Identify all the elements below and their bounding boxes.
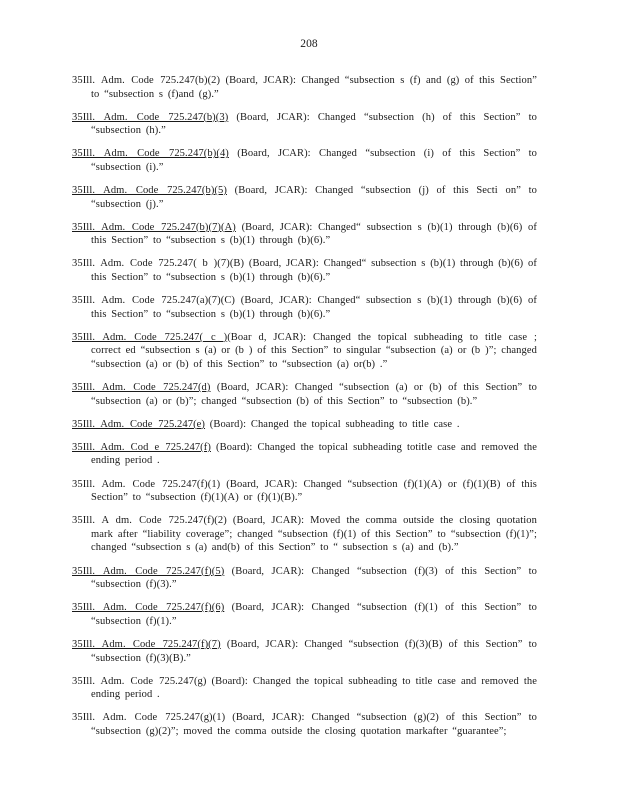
entry-citation: 35Ill. Adm. Code 725.247(a)(7)(C) — [72, 295, 236, 307]
entry-description: (Board): Changed the topical subheading to title case and removed the ending period . — [91, 675, 538, 701]
entry-description: (Board): Changed the topical subheading to title case . — [205, 418, 460, 430]
change-log-entry — [72, 638, 537, 665]
entry-citation: 35Ill. Adm. Code 725.247(b)(5) — [72, 185, 227, 197]
change-log-entry — [72, 184, 537, 211]
entry-description: (Board, JCAR): Changed “subsection (a) or (b) of this Section” to “subsection (a) or (b)”; changed “subsection (b) of this Section” to “subsection (b).” — [91, 382, 538, 407]
entry-citation: 35Ill. Adm. Code 725.247(f)(7) — [72, 638, 221, 650]
entry-description: (Board, JCAR): Changed “subsection (g)(2) of this Section” to “subsection (g)(2)”; moved the comma outside the closing quotation markafter “guarantee”; — [91, 712, 538, 737]
entry-description: (Board): Changed the topical subheading totitle case and removed the ending period . — [91, 441, 537, 467]
entry-description: (Board, JCAR): Changed “subsection (f)(3) of this Section” to “subsection (f)(3).” — [91, 565, 538, 591]
change-log-entry — [72, 381, 537, 408]
entry-citation: 35Ill. Adm. Code 725.247(g) — [72, 675, 207, 687]
change-log-entry — [72, 514, 537, 555]
entry-description: (Board, JCAR): Changed “subsection (f)(1)(A) or (f)(1)(B) of this Section” to “subsection (f)(1)(A) or (f)(1)(B).” — [91, 478, 537, 504]
entry-description: (Board, JCAR): Changed “subsection (h) of this Section” to “subsection (h).” — [91, 111, 537, 137]
change-log-entry — [72, 294, 537, 321]
entry-citation: 35Ill. Adm. Code 725.247(f)(6) — [72, 602, 225, 614]
entry-description: (Board, JCAR): Changed“ subsection s (b)(1) through (b)(6) of this Section” to “subsection s (b)(1) through (b)(6).” — [91, 258, 537, 284]
entry-citation: 35Ill. Adm. Cod e 725.247(f) — [72, 441, 211, 453]
entry-citation: 35Ill. Adm. Code 725.247(b)(4) — [72, 148, 229, 160]
entry-description: (Board, JCAR): Changed “subsection (f)(1) of this Section” to “subsection (f)(1).” — [91, 602, 538, 627]
entry-description: (Board, JCAR): Moved the comma outside the closing quotation mark after “liability coverage”; changed “subsection (f)(1) of this Section” to “subsection (f)(1)”; changed “subsection s (a) and(b) of this Section” to “ subsection s (a) and (b).” — [91, 515, 537, 554]
entry-citation: 35Ill. Adm. Code 725.247(b)(7)(A) — [72, 221, 236, 233]
change-log-entry — [72, 331, 537, 372]
change-log-list — [72, 74, 537, 748]
entry-citation: 35Ill. Adm. Code 725.247(b)(2) — [72, 75, 221, 86]
entry-description: (Board, JCAR): Changed“ subsection s (b)(1) through (b)(6) of this Section” to “subsection s (b)(1) through (b)(6).” — [91, 295, 538, 320]
change-log-entry — [72, 418, 537, 432]
entry-citation: 35Ill. Adm. Code 725.247(d) — [72, 382, 211, 394]
entry-citation: 35Ill. Adm. Code 725.247(f)(5) — [72, 565, 225, 577]
entry-citation: 35Ill. Adm. Code 725.247(f)(1) — [72, 478, 221, 490]
change-log-entry — [72, 74, 537, 101]
change-log-entry — [72, 601, 537, 628]
entry-description: (Board, JCAR): Changed “subsection (i) of this Section” to “subsection (i).” — [91, 148, 538, 173]
change-log-entry — [72, 565, 537, 592]
change-log-entry — [72, 675, 537, 702]
entry-citation: 35Ill. Adm. Code 725.247(b)(3) — [72, 111, 229, 123]
entry-citation: 35Ill. Adm. Code 725.247( b )(7)(B) — [72, 258, 245, 270]
entry-citation: 35Ill. Adm. Code 725.247(g)(1) — [72, 712, 226, 724]
entry-citation: 35Ill. Adm. Code 725.247( c ) — [72, 331, 228, 343]
entry-description: (Boar d, JCAR): Changed the topical subheading to title case ; correct ed “subsection s (a) or (b ) of this Section” to singular “subsection (a) or (b )”; changed “subsection (a) or (b) of this Section” to “subsection (a) or(b) .” — [91, 331, 537, 370]
change-log-entry — [72, 221, 537, 248]
change-log-entry — [72, 441, 537, 468]
change-log-entry — [72, 711, 537, 738]
entry-description: (Board, JCAR): Changed “subsection (j) of this Secti on” to “subsection (j).” — [91, 185, 537, 210]
entry-citation: 35Ill. Adm. Code 725.247(e) — [72, 418, 206, 430]
page-number: 208 — [300, 38, 318, 50]
change-log-entry — [72, 111, 537, 138]
entry-description: (Board, JCAR): Changed “subsection (f)(3)(B) of this Section” to “subsection (f)(3)(B).” — [91, 638, 537, 664]
entry-description: (Board, JCAR): Changed“ subsection s (b)(1) through (b)(6) of this Section” to “subsection s (b)(1) through (b)(6).” — [91, 221, 537, 247]
change-log-entry — [72, 147, 537, 174]
entry-description: (Board, JCAR): Changed “subsection s (f) and (g) of this Section” to “subsection s (f)and (g).” — [91, 75, 537, 100]
entry-citation: 35Ill. A dm. Code 725.247(f)(2) — [72, 515, 227, 527]
change-log-entry — [72, 257, 537, 284]
change-log-entry — [72, 478, 537, 505]
